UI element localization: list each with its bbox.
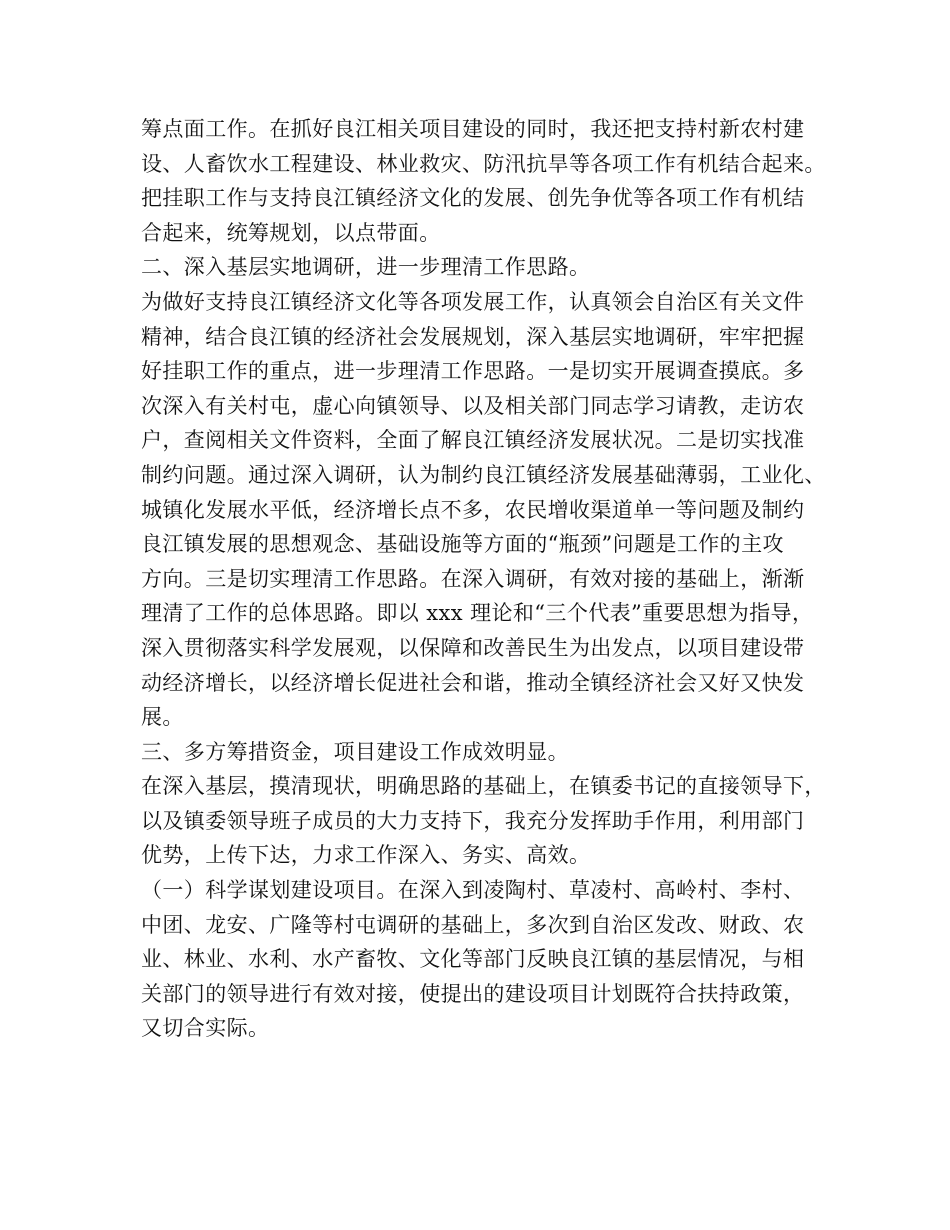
text-line: 业、林业、水利、水产畜牧、文化等部门反映良江镇的基层情况，与相 [141,947,805,972]
text-line: 为做好支持良江镇经济文化等各项发展工作，认真领会自治区有关文件 [141,289,805,314]
text-line: 方向。三是切实理清工作思路。在深入调研，有效对接的基础上，渐渐 [141,566,805,591]
text-line: 中团、龙安、广隆等村屯调研的基础上，多次到自治区发改、财政、农 [141,912,805,937]
text-line: 城镇化发展水平低，经济增长点不多，农民增收渠道单一等问题及制约 [141,497,805,522]
text-line: 动经济增长，以经济增长促进社会和谐，推动全镇经济社会又好又快发 [141,670,805,695]
text-line: 制约问题。通过深入调研，认为制约良江镇经济发展基础薄弱，工业化、 [141,462,826,487]
section-heading: 三、多方筹措资金，项目建设工作成效明显。 [141,739,569,764]
text-line: 设、人畜饮水工程建设、林业救灾、防汛抗旱等各项工作有机结合起来。 [141,151,826,176]
text-line: （一）科学谋划建设项目。在深入到凌陶村、草凌村、高岭村、李村、 [141,878,805,903]
text-line: 合起来，统筹规划，以点带面。 [141,220,441,245]
text-line: 次深入有关村屯，虚心向镇领导、以及相关部门同志学习请教，走访农 [141,393,805,418]
text-line: 精神，结合良江镇的经济社会发展规划，深入基层实地调研，牢牢把握 [141,324,805,349]
text-line: 良江镇发展的思想观念、基础设施等方面的“瓶颈”问题是工作的主攻 [141,532,784,557]
section-heading: 二、深入基层实地调研，进一步理清工作思路。 [141,255,591,280]
text-line: 深入贯彻落实科学发展观，以保障和改善民生为出发点，以项目建设带 [141,635,805,660]
document-body [141,112,841,1046]
text-line: 筹点面工作。在抓好良江相关项目建设的同时，我还把支持村新农村建 [141,117,805,141]
text-line: 户，查阅相关文件资料，全面了解良江镇经济发展状况。二是切实找准 [141,428,805,453]
text-line: 又切合实际。 [141,1016,270,1041]
text-line: 在深入基层，摸清现状，明确思路的基础上，在镇委书记的直接领导下， [141,774,826,799]
text-line: 展。 [141,705,184,730]
text-line: 理清了工作的总体思路。即以 xxx 理论和“三个代表”重要思想为指导， [141,601,814,626]
text-line: 关部门的领导进行有效对接，使提出的建设项目计划既符合扶持政策， [141,981,805,1006]
text-line: 以及镇委领导班子成员的大力支持下，我充分发挥助手作用，利用部门 [141,808,805,833]
text-line: 优势，上传下达，力求工作深入、务实、高效。 [141,843,591,868]
text-line: 把挂职工作与支持良江镇经济文化的发展、创先争优等各项工作有机结 [141,186,805,211]
text-line: 好挂职工作的重点，进一步理清工作思路。一是切实开展调查摸底。多 [141,359,805,384]
